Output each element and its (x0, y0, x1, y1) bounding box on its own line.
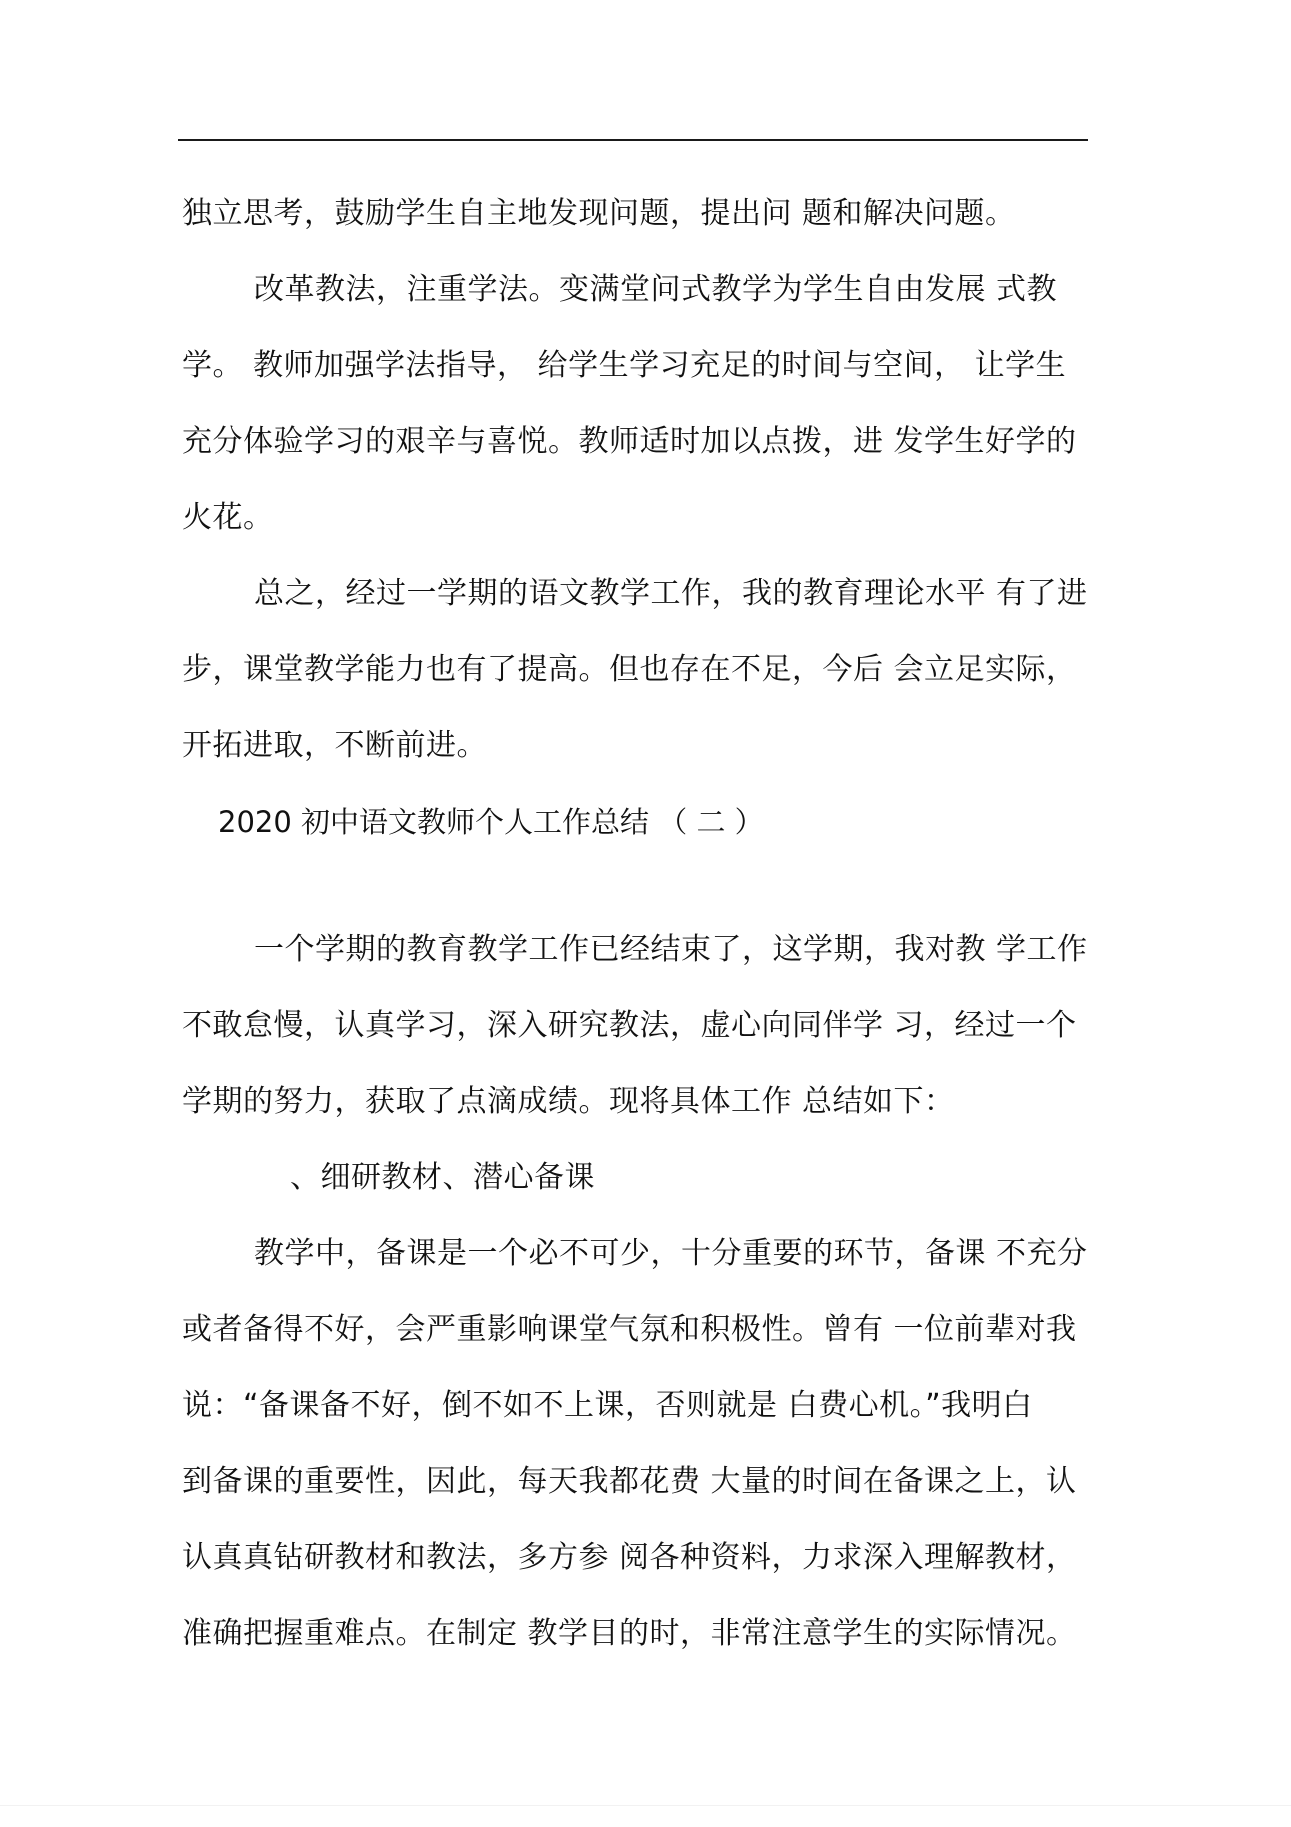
bottom-edge (0, 1805, 1291, 1806)
paragraph-line: 学。 教师加强学法指导， 给学生学习充足的时间与空间， 让学生 (182, 348, 1067, 383)
paragraph-line: 学期的努力，获取了点滴成绩。现将具体工作 总结如下： (182, 1084, 955, 1119)
paragraph-line: 认真真钻研教材和教法，多方参 阅各种资料，力求深入理解教材， (182, 1540, 1077, 1575)
spacer (182, 860, 1082, 912)
paragraph-line: 独立思考，鼓励学生自主地发现问题，提出问 题和解决问题。 (182, 196, 1016, 231)
paragraph-line: 说：“备课备不好，倒不如不上课，否则就是 白费心机。”我明白 (182, 1388, 1033, 1423)
paragraph-line: 总之，经过一学期的语文教学工作，我的教育理论水平 有了进 (254, 576, 1088, 611)
paragraph-line: 火花。 (182, 500, 274, 535)
paragraph-line: 不敢怠慢，认真学习，深入研究教法，虚心向同伴学 习，经过一个 (182, 1008, 1077, 1043)
header-rule (178, 139, 1088, 141)
paragraph-line: 改革教法，注重学法。变满堂问式教学为学生自由发展 式教 (254, 272, 1058, 307)
paragraph-line: 开拓进取，不断前进。 (182, 728, 487, 763)
paragraph-line: 或者备得不好，会严重影响课堂气氛和积极性。曾有 一位前辈对我 (182, 1312, 1077, 1347)
paragraph-line: 步，课堂教学能力也有了提高。但也存在不足，今后 会立足实际， (182, 652, 1077, 687)
paragraph-line: 教学中，备课是一个必不可少，十分重要的环节，备课 不充分 (254, 1236, 1088, 1271)
paragraph-line: 到备课的重要性，因此，每天我都花费 大量的时间在备课之上，认 (182, 1464, 1077, 1499)
paragraph-line: 一个学期的教育教学工作已经结束了，这学期，我对教 学工作 (254, 932, 1088, 967)
section-title: 2020 初中语文教师个人工作总结 （ 二 ） (218, 805, 764, 839)
subsection-heading: 、细研教材、潜心备课 (290, 1160, 595, 1195)
paragraph-line: 充分体验学习的艰辛与喜悦。教师适时加以点拨，进 发学生好学的 (182, 424, 1077, 459)
paragraph-line: 准确把握重难点。在制定 教学目的时，非常注意学生的实际情况。 (182, 1616, 1077, 1651)
document-body (182, 176, 1088, 1672)
